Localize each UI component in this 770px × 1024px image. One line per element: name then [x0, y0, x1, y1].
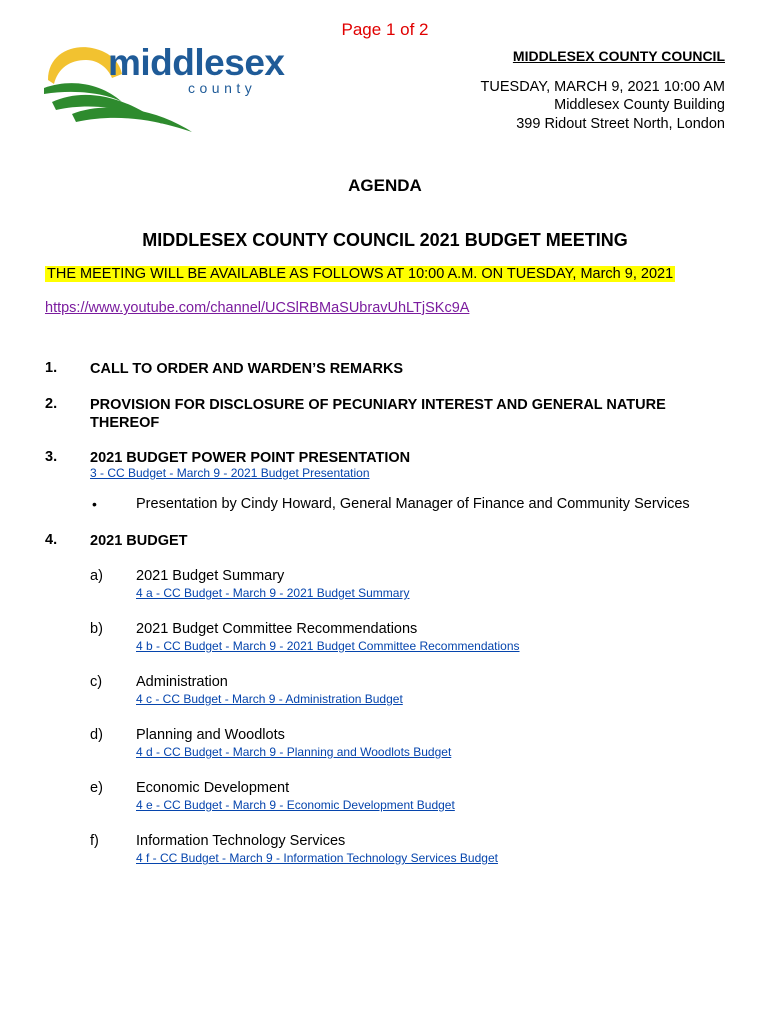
subitem-letter: c) [90, 674, 103, 690]
subitem-title: Economic Development [136, 780, 290, 796]
bullet-text: Presentation by Cindy Howard, General Manager of Finance and Community Services [136, 496, 690, 512]
subitem-title: Administration [136, 674, 228, 690]
item-title: CALL TO ORDER AND WARDEN’S REMARKS [90, 361, 404, 377]
agenda-heading: AGENDA [348, 176, 422, 195]
item-title: 2021 BUDGET [90, 533, 188, 549]
subitem-title: 2021 Budget Committee Recommendations [136, 621, 418, 637]
council-name: MIDDLESEX COUNTY COUNCIL [512, 48, 725, 64]
subitem-title: Information Technology Services [136, 833, 346, 849]
logo-wordmark: middlesex [108, 42, 285, 83]
subitem-document-link[interactable]: 4 c - CC Budget - March 9 - Administration Budget [136, 692, 403, 706]
subitem-letter: e) [90, 780, 103, 796]
item-number: 1. [45, 360, 58, 376]
item-number: 4. [45, 532, 58, 548]
subitem-document-link[interactable]: 4 a - CC Budget - March 9 - 2021 Budget Summary [136, 586, 410, 600]
meeting-title: MIDDLESEX COUNTY COUNCIL 2021 BUDGET MEETING [142, 230, 628, 250]
subitem-title: Planning and Woodlots [136, 727, 285, 743]
item-document-link[interactable]: 3 - CC Budget - March 9 - 2021 Budget Presentation [90, 466, 370, 480]
meeting-building: Middlesex County Building [554, 97, 725, 113]
item-title: 2021 BUDGET POWER POINT PRESENTATION [90, 450, 411, 466]
subitem-letter: b) [90, 621, 103, 637]
subitem-letter: a) [90, 568, 103, 584]
bullet-icon: • [92, 496, 97, 512]
subitem-document-link[interactable]: 4 e - CC Budget - March 9 - Economic Development Budget [136, 798, 455, 812]
subitem-document-link[interactable]: 4 f - CC Budget - March 9 - Information Technology Services Budget [136, 851, 498, 865]
item-number: 3. [45, 449, 58, 465]
meeting-datetime: TUESDAY, MARCH 9, 2021 10:00 AM [480, 79, 725, 95]
subitem-title: 2021 Budget Summary [136, 568, 285, 584]
meeting-address: 399 Ridout Street North, London [516, 116, 725, 132]
availability-notice: THE MEETING WILL BE AVAILABLE AS FOLLOWS AT 10:00 A.M. ON TUESDAY, March 9, 2021 [47, 266, 674, 282]
page-number: Page 1 of 2 [341, 20, 429, 39]
item-number: 2. [45, 396, 58, 412]
subitem-document-link[interactable]: 4 b - CC Budget - March 9 - 2021 Budget Committee Recommendations [136, 639, 520, 653]
subitem-document-link[interactable]: 4 d - CC Budget - March 9 - Planning and Woodlots Budget [136, 745, 452, 759]
subitem-letter: f) [90, 833, 99, 849]
logo-subtitle: county [188, 80, 257, 96]
subitem-letter: d) [90, 727, 103, 743]
item-title: PROVISION FOR DISCLOSURE OF PECUNIARY INTEREST AND GENERAL NATURE THEREOF [90, 397, 666, 431]
youtube-link[interactable]: https://www.youtube.com/channel/UCSlRBMaSUbravUhLTjSKc9A [45, 300, 470, 316]
